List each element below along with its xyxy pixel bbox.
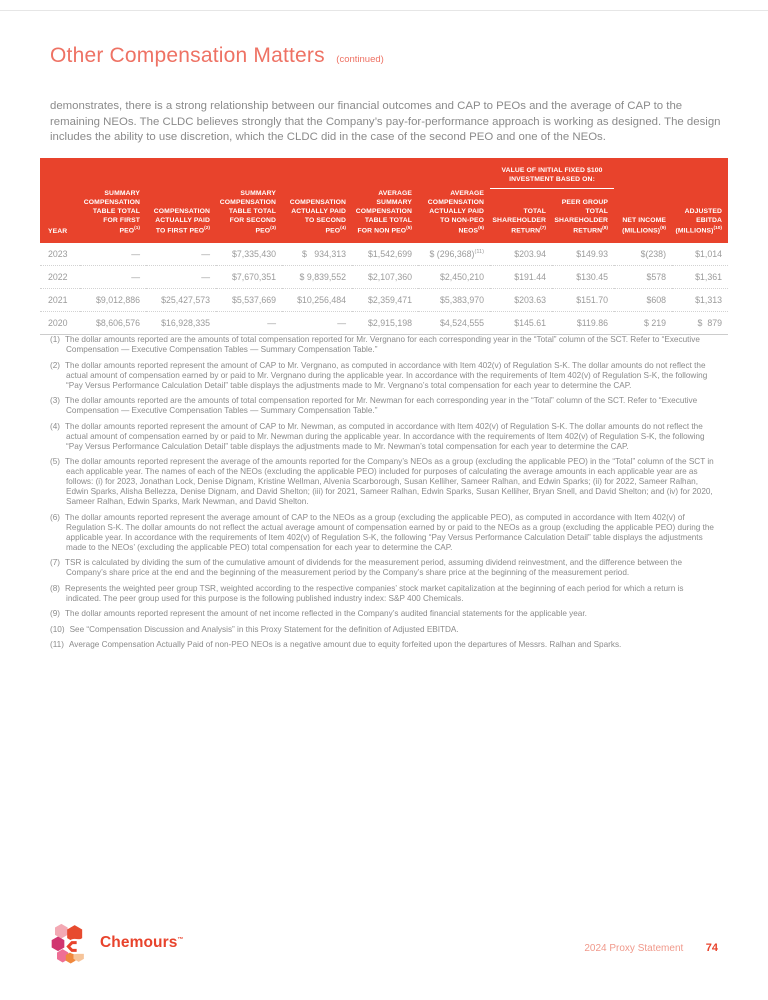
brand-name: Chemours: [100, 934, 178, 951]
footnote-number: (11): [50, 640, 64, 649]
footnote-number: (5): [50, 457, 61, 466]
footnote-item: [50, 640, 720, 650]
footnote-item: [50, 625, 720, 635]
pay-versus-performance-table: [40, 158, 728, 335]
value-cell: $ 934,313: [282, 243, 352, 266]
footnote-text: See “Compensation Discussion and Analysis” in this Proxy Statement for the definition of Adjusted EBITDA.: [69, 624, 459, 634]
year-cell: 2021: [40, 288, 80, 311]
value-cell: $119.86: [552, 311, 614, 334]
footnote-ref: (3): [270, 226, 276, 232]
footnote-number: (10): [50, 624, 65, 634]
column-header-tsr: [490, 188, 552, 242]
value-cell: $608: [614, 288, 672, 311]
footnote-text: The dollar amounts reported represent the amount of CAP to Mr. Vergnano, as computed in accordance with Item 402(v) of Regulation S-K. The dollar amounts do not reflect the actual amount of compensation earned by or paid to Mr. Vergnano during the applicable year. In accordance with the requirements of Item 402(v) of Regulation S-K, the following “Pay Versus Performance Calculation Detail” table displays the adjustments made to Mr. Vergnano’s total compensation for each year to determine the CAP.: [65, 360, 708, 390]
footnote-number: (8): [50, 583, 61, 593]
value-cell: $1,014: [672, 243, 728, 266]
column-header-sct-second-peo: [216, 188, 282, 242]
value-cell: $7,335,430: [216, 243, 282, 266]
footnote-text: The dollar amounts reported represent the amount of net income reflected in the Company’s audited financial statements for the applicable year.: [65, 609, 587, 618]
value-cell: $8,606,576: [80, 311, 146, 334]
continued-label: (continued): [336, 54, 384, 65]
footnote-ref: (6): [478, 226, 485, 232]
value-cell: [418, 243, 490, 266]
footnote-ref: (2): [204, 226, 210, 232]
table-row-2021: [40, 288, 728, 311]
value-cell: —: [80, 265, 146, 288]
footnote-ref: (5): [406, 226, 412, 232]
footnote-number: (9): [50, 609, 61, 618]
footnote-item: [50, 457, 720, 507]
footnote-number: (7): [50, 558, 61, 567]
footnote-ref: (10): [713, 226, 723, 232]
value-cell: $203.94: [490, 243, 552, 266]
value-cell: $203.63: [490, 288, 552, 311]
footnote-text: The dollar amounts reported are the amounts of total compensation reported for Mr. Newman for each corresponding year in the “Total” column of the SCT. Refer to “Executive Compensation — Executive Compensation Tables — Summary Compensation Table.”: [65, 396, 698, 415]
column-header-peer-group-tsr: [552, 188, 614, 242]
footnote-ref: (8): [602, 226, 609, 232]
section-heading: [50, 44, 384, 68]
column-header-label: TOTAL SHAREHOLDER RETURN: [492, 208, 547, 235]
spanner-row: [40, 158, 728, 188]
value-cell: —: [216, 311, 282, 334]
footnote-text: Average Compensation Actually Paid of non-PEO NEOs is a negative amount due to equity forfeited upon the departures of Messrs. Ralhan and Sparks.: [68, 640, 622, 649]
brand-wordmark: [100, 934, 184, 952]
value-cell: $151.70: [552, 288, 614, 311]
spanner-spacer-left: [40, 158, 490, 188]
year-cell: 2023: [40, 243, 80, 266]
column-header-label: NET INCOME (MILLIONS): [622, 217, 667, 235]
value-cell: $ 9,839,552: [282, 265, 352, 288]
footnote-item: [50, 361, 720, 391]
value-cell: $25,427,573: [146, 288, 216, 311]
value-cell: $16,928,335: [146, 311, 216, 334]
document-title: 2024 Proxy Statement: [584, 943, 684, 954]
footnote-item: [50, 335, 720, 355]
footnote-number: (4): [50, 421, 61, 431]
footnote-item: [50, 558, 720, 578]
column-header-avg-sct-non-peo: [352, 188, 418, 242]
negative-cap-value: $ (296,368): [429, 248, 475, 259]
value-cell: $191.44: [490, 265, 552, 288]
footnote-item: [50, 584, 720, 604]
table-row-2022: [40, 265, 728, 288]
column-header-label: ADJUSTED EBITDA (MILLIONS): [675, 208, 723, 235]
column-header-cap-second-peo: [282, 188, 352, 242]
value-cell: —: [146, 265, 216, 288]
value-cell: —: [80, 243, 146, 266]
footnote-ref: (1): [134, 226, 140, 232]
value-cell: $149.93: [552, 243, 614, 266]
table-row-2020: [40, 311, 728, 334]
trademark-symbol: ™: [177, 936, 184, 943]
column-header-cap-first-peo: [146, 188, 216, 242]
value-cell: $130.45: [552, 265, 614, 288]
footnote-number: (1): [50, 335, 61, 344]
column-header-label: COMPENSATION ACTUALLY PAID TO FIRST PEO: [153, 208, 210, 235]
column-header-label: SUMMARY COMPENSATION TABLE TOTAL FOR SECOND PEO: [219, 190, 276, 235]
footnote-text: The dollar amounts reported represent the amount of CAP to Mr. Newman, as computed in accordance with Item 402(v) of Regulation S-K. The dollar amounts do not reflect the actual amount of compensation earned by or paid to Mr. Newman during the applicable year. In accordance with the requirements of Item 402(v) of Regulation S-K, the following “Pay Versus Performance Calculation Detail” table displays the adjustments made to Mr. Newman’s total compensation for each year to determine the CAP.: [65, 421, 705, 451]
page-number: 74: [705, 942, 718, 954]
footnote-item: [50, 609, 720, 619]
value-cell: $5,383,970: [418, 288, 490, 311]
top-divider: [0, 10, 768, 11]
value-cell: $145.61: [490, 311, 552, 334]
footnotes-list: [50, 335, 720, 650]
value-cell: $4,524,555: [418, 311, 490, 334]
footnote-ref: (11): [474, 248, 485, 255]
value-cell: $ 879: [672, 311, 728, 334]
footnote-item: [50, 513, 720, 553]
year-cell: 2022: [40, 265, 80, 288]
footnote-item: [50, 422, 720, 452]
year-cell: 2020: [40, 311, 80, 334]
value-cell: $9,012,886: [80, 288, 146, 311]
footer-right: [584, 938, 718, 956]
column-header-label: AVERAGE COMPENSATION ACTUALLY PAID TO NON-PEO NEOS: [427, 190, 485, 235]
intro-paragraph: demonstrates, there is a strong relationship between our financial outcomes and CAP to PEOs and the average of CAP to the remaining NEOs. The CLDC believes strongly that the Company’s pay-for-performance approach is working as designed. The design includes the ability to use discretion, which the CLDC did in the case of the second PEO and one of the NEOs.: [50, 100, 721, 144]
value-cell: —: [146, 243, 216, 266]
page-title: Other Compensation Matters: [50, 44, 325, 67]
value-cell: $578: [614, 265, 672, 288]
footnote-number: (2): [50, 360, 61, 370]
value-cell: $2,915,198: [352, 311, 418, 334]
footnote-ref: (9): [660, 226, 667, 232]
footnote-text: The dollar amounts reported represent the average amount of CAP to the NEOs as a group (excluding the applicable PEO), as computed in accordance with Item 402(v) of Regulation S-K. The dollar amounts do not reflect the actual average amount of compensation earned by or paid to the NEOs as a group (excluding the applicable PEO) during the applicable year. In accordance with the requirements of Item 402(v) of Regulation S-K, the following “Pay Versus Performance Calculation Detail” table displays the adjustments made to the NEOs’ (excluding the applicable PEO) total compensation for each year to determine the CAP.: [65, 512, 714, 552]
footnote-text: The dollar amounts reported represent the average of the amounts reported for the Company’s NEOs as a group (excluding the applicable PEO) in the “Total” column of the SCT in each applicable year. The names of each of the NEOs (excluding the applicable PEO) included for purposes of calculating the average amounts in each applicable year are as follows: (i) for 2023, Jonathan Lock, Denise Dignam, Kristine Wellman, Alvenia Scarborough, Susan Kelliher, Sameer Ralhan, and Edwin Sparks; (ii) for 2022, Sameer Ralhan, Edwin Sparks, Alisha Bellezza, Denise Dignam, and David Shelton; (iii) for 2021, Sameer Ralhan, Edwin Sparks, Susan Kelliher, Bryan Snell, and David Shelton; and (iv) for 2020, Sameer Ralhan, Edwin Sparks, Mark Newman, and David Shelton.: [65, 457, 714, 506]
value-cell: $1,313: [672, 288, 728, 311]
value-cell: $7,670,351: [216, 265, 282, 288]
column-header-label: YEAR: [48, 227, 68, 235]
value-cell: $2,450,210: [418, 265, 490, 288]
column-header-year: [40, 188, 80, 242]
value-cell: $(238): [614, 243, 672, 266]
footnote-number: (3): [50, 396, 61, 405]
chemours-logo-icon: [50, 922, 90, 966]
spanner-spacer-right: [614, 158, 728, 188]
column-header-sct-first-peo: [80, 188, 146, 242]
table-header: [40, 158, 728, 243]
footnote-ref: (4): [340, 226, 346, 232]
column-header-label: COMPENSATION ACTUALLY PAID TO SECOND PEO: [289, 199, 346, 235]
value-cell: $1,542,699: [352, 243, 418, 266]
value-cell: $1,361: [672, 265, 728, 288]
column-header-row: [40, 188, 728, 242]
value-cell: $5,537,669: [216, 288, 282, 311]
footnote-item: [50, 396, 720, 416]
column-header-avg-cap-non-peo: [418, 188, 490, 242]
column-header-net-income: [614, 188, 672, 242]
footnote-number: (6): [50, 512, 61, 522]
footnote-text: The dollar amounts reported are the amounts of total compensation reported for Mr. Vergnano for each corresponding year in the “Total” column of the SCT. Refer to “Executive Compensation — Executive Compensation Tables — Summary Compensation Table.”: [65, 335, 700, 354]
column-header-adjusted-ebitda: [672, 188, 728, 242]
column-header-label: AVERAGE SUMMARY COMPENSATION TABLE TOTAL FOR NON PEO: [355, 190, 412, 235]
column-header-label: SUMMARY COMPENSATION TABLE TOTAL FOR FIRST PEO: [83, 190, 140, 235]
value-cell: $ 219: [614, 311, 672, 334]
value-cell: $10,256,484: [282, 288, 352, 311]
column-header-label: PEER GROUP TOTAL SHAREHOLDER RETURN: [554, 199, 609, 235]
value-cell: $2,359,471: [352, 288, 418, 311]
table-row-2023: [40, 243, 728, 266]
footnote-text: Represents the weighted peer group TSR, weighted according to the respective companies’ stock market capitalization at the beginning of each period for which a return is indicated. The peer group used for this purpose is the following published industry index: S&P 400 Chemicals.: [65, 583, 684, 603]
page-footer: [50, 920, 718, 972]
value-cell: $2,107,360: [352, 265, 418, 288]
value-cell: —: [282, 311, 352, 334]
footnote-ref: (7): [540, 226, 547, 232]
investment-spanner-label: VALUE OF INITIAL FIXED $100 INVESTMENT BASED ON:: [490, 158, 614, 188]
footnote-text: TSR is calculated by dividing the sum of the cumulative amount of dividends for the measurement period, assuming dividend reinvestment, and the difference between the Company’s share price at the end and the beginning of the measurement period by the Company’s share price at the beginning of the measurement period.: [65, 558, 683, 577]
